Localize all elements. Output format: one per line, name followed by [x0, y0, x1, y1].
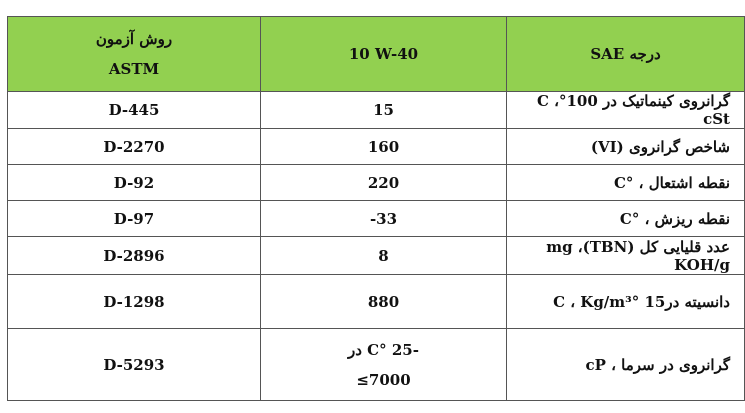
- header-grade: 10 W-40: [261, 17, 507, 92]
- header-astm-label: ASTM: [108, 60, 160, 78]
- cell-value: 220: [261, 165, 507, 201]
- cell-value: 160: [261, 129, 507, 165]
- cell-method: D-2270: [8, 129, 261, 165]
- cell-parameter: نقطه ریزش ، °C: [507, 201, 745, 237]
- table-row-viscosity: [8, 92, 745, 129]
- cell-value-temperature: -25 °C در: [348, 340, 419, 359]
- table-row-flash-point: [8, 165, 745, 201]
- table-row-viscosity-index: [8, 129, 745, 165]
- cell-method: D-2896: [8, 237, 261, 275]
- cell-parameter: نقطه اشتعال ، °C: [507, 165, 745, 201]
- cell-parameter: عدد قلیایی کل (TBN)، mg KOH/g: [507, 237, 745, 275]
- header-sae-grade: درجه SAE: [507, 17, 745, 92]
- cell-value: 880: [261, 275, 507, 329]
- cell-parameter: گرانروی در سرما ، cP: [507, 329, 745, 401]
- table-row-cold-viscosity: [8, 329, 745, 401]
- header-test-method-label: روش آزمون: [95, 30, 173, 48]
- header-test-method: [8, 17, 261, 92]
- table-row-pour-point: [8, 201, 745, 237]
- table-row-density: [8, 275, 745, 329]
- cell-value: 15: [261, 92, 507, 129]
- cell-value: [261, 329, 507, 401]
- cell-value: 8: [261, 237, 507, 275]
- cell-method: D-5293: [8, 329, 261, 401]
- table-header-row: [8, 17, 745, 92]
- table-row-tbn: [8, 237, 745, 275]
- cell-parameter: گرانروی کینماتیک در 100°C ، cSt: [507, 92, 745, 129]
- specifications-table: [7, 16, 745, 401]
- cell-method: D-97: [8, 201, 261, 237]
- cell-method: D-1298: [8, 275, 261, 329]
- cell-value: -33: [261, 201, 507, 237]
- cell-method: D-92: [8, 165, 261, 201]
- cell-parameter: دانسیته در15 °C ، Kg/m³: [507, 275, 745, 329]
- cell-value-limit: ≤7000: [356, 370, 411, 389]
- cell-parameter: شاخص گرانروی (VI): [507, 129, 745, 165]
- cell-method: D-445: [8, 92, 261, 129]
